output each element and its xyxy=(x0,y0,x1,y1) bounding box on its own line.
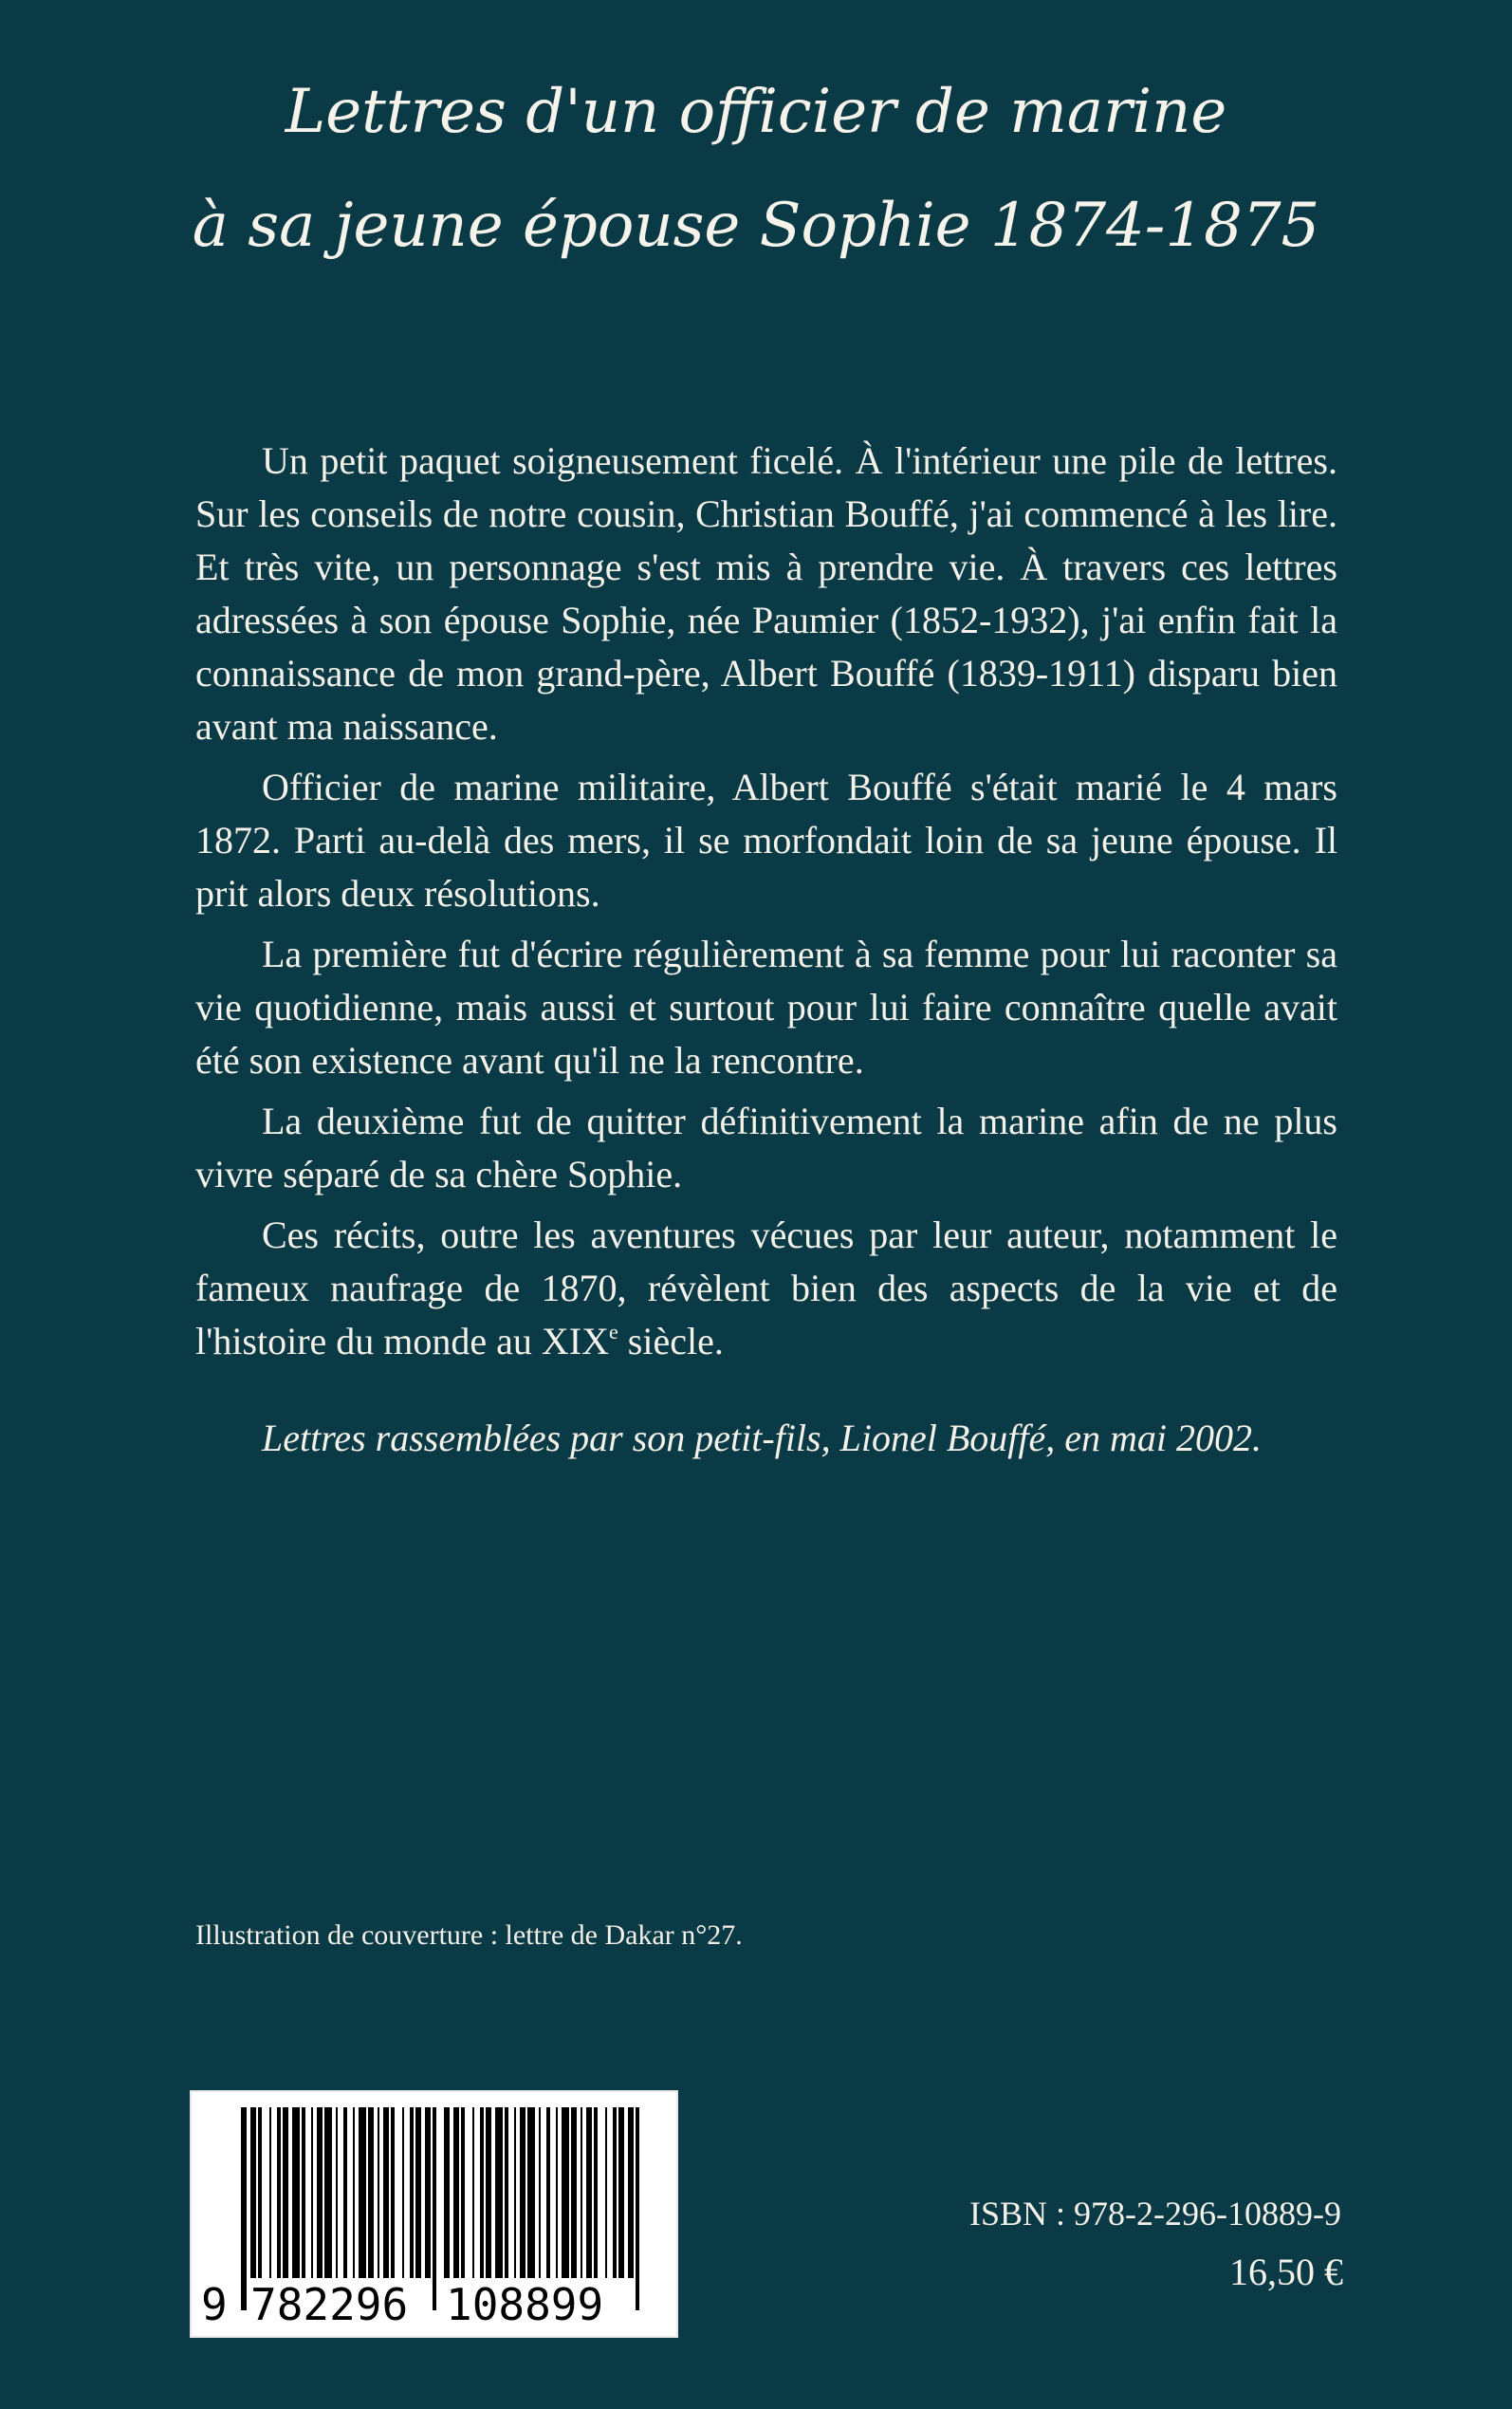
barcode-bar xyxy=(505,2107,508,2278)
barcode-bar xyxy=(353,2107,355,2278)
blurb-paragraph-2: Officier de marine militaire, Albert Bouffé s'était marié le 4 mars 1872. Parti au-delà des mers, il se morfondait loin de sa jeune épouse. Il prit alors deux résolutions. xyxy=(195,766,1337,915)
barcode-bar xyxy=(581,2107,582,2278)
isbn: ISBN : 978-2-296-10889-9 xyxy=(969,2195,1341,2233)
barcode-bar xyxy=(539,2107,541,2278)
barcode-bar xyxy=(402,2107,404,2278)
title-line-2: à sa jeune épouse Sophie 1874-1875 xyxy=(192,191,1320,261)
barcode-bar xyxy=(324,2107,332,2278)
barcode-bar xyxy=(425,2107,431,2278)
barcode-bar xyxy=(514,2107,516,2278)
barcode-bar xyxy=(410,2107,414,2278)
barcode-bar xyxy=(378,2107,379,2278)
barcode-bar xyxy=(628,2107,634,2278)
barcode-bar xyxy=(359,2107,366,2278)
barcode-bar xyxy=(317,2107,323,2278)
barcode-bar xyxy=(391,2107,395,2278)
blurb-paragraph-5 xyxy=(195,1209,1337,1368)
barcode-bar xyxy=(415,2107,421,2278)
barcode xyxy=(190,2090,678,2338)
barcode-bar xyxy=(444,2107,450,2278)
barcode-bar xyxy=(269,2107,271,2278)
barcode-bar xyxy=(292,2107,300,2278)
book-title xyxy=(0,55,1512,283)
barcode-bar xyxy=(618,2107,624,2278)
barcode-bar xyxy=(562,2107,569,2278)
barcode-bar xyxy=(613,2107,617,2278)
barcode-bar xyxy=(368,2107,374,2278)
barcode-bar xyxy=(302,2107,305,2278)
price: 16,50 € xyxy=(1229,2251,1343,2293)
barcode-bar xyxy=(283,2107,288,2278)
barcode-digits-left: 782296 xyxy=(250,2279,409,2330)
barcode-bar xyxy=(433,2107,436,2310)
blurb-p5-text: Ces récits, outre les aventures vécues par leur auteur, notamment le fameux naufrage de 1870, révèlent bien des aspects de la vie et de l'histoire du monde au XIX xyxy=(195,1214,1337,1362)
barcode-bar xyxy=(250,2107,256,2278)
barcode-bar xyxy=(241,2107,247,2310)
barcode-bar xyxy=(520,2107,526,2278)
barcode-bar xyxy=(636,2107,639,2310)
barcode-bar xyxy=(461,2107,465,2278)
barcode-bar xyxy=(495,2107,503,2278)
barcode-bar xyxy=(605,2107,607,2278)
barcode-bar xyxy=(546,2107,550,2278)
barcode-bar xyxy=(343,2107,347,2278)
blurb-paragraph-4: La deuxième fut de quitter définitivement la marine afin de ne plus vivre séparé de sa chère Sophie. xyxy=(195,1100,1337,1195)
barcode-bar xyxy=(472,2107,474,2278)
compiler-credit: Lettres rassemblées par son petit-fils, Lionel Bouffé, en mai 2002. xyxy=(262,1417,1263,1459)
blurb-paragraph-3: La première fut d'écrire régulièrement à sa femme pour lui raconter sa vie quotidienne, mais aussi et surtout pour lui faire connaître quelle avait été son existence avant qu'il ne la rencontre. xyxy=(195,933,1337,1082)
century-superscript: e xyxy=(609,1320,618,1343)
barcode-digits-right: 108899 xyxy=(446,2279,604,2330)
barcode-bar xyxy=(556,2107,558,2278)
barcode-bar xyxy=(277,2107,281,2278)
barcode-bar xyxy=(480,2107,484,2278)
back-cover-blurb xyxy=(195,435,1337,1473)
blurb-paragraph-1: Un petit paquet soigneusement ficelé. À l'intérieur une pile de lettres. Sur les conseils de notre cousin, Christian Bouffé, j'ai commencé à les lire. Et très vite, un personnage s'est mis à prendre vie. À travers ces lettres adressées à son épouse Sophie, née Paumier (1852-1932), j'ai enfin fait la connaissance de mon grand-père, Albert Bouffé (1839-1911) disparu bien avant ma naissance. xyxy=(195,439,1337,748)
barcode-bar xyxy=(571,2107,577,2278)
barcode-bar xyxy=(336,2107,338,2278)
barcode-bar xyxy=(594,2107,598,2278)
illustration-credit: Illustration de couverture : lettre de Dakar n°27. xyxy=(195,1919,743,1951)
barcode-bar xyxy=(586,2107,592,2278)
title-line-1: Lettres d'un officier de marine xyxy=(285,77,1227,147)
barcode-bar xyxy=(453,2107,459,2278)
barcode-bar xyxy=(311,2107,313,2278)
barcode-bar xyxy=(383,2107,389,2278)
barcode-graphic xyxy=(192,2092,680,2340)
barcode-bar xyxy=(486,2107,491,2278)
barcode-bar xyxy=(258,2107,262,2278)
barcode-bar xyxy=(527,2107,535,2278)
blurb-p5-end: siècle. xyxy=(618,1320,724,1362)
barcode-first-digit: 9 xyxy=(201,2279,228,2330)
